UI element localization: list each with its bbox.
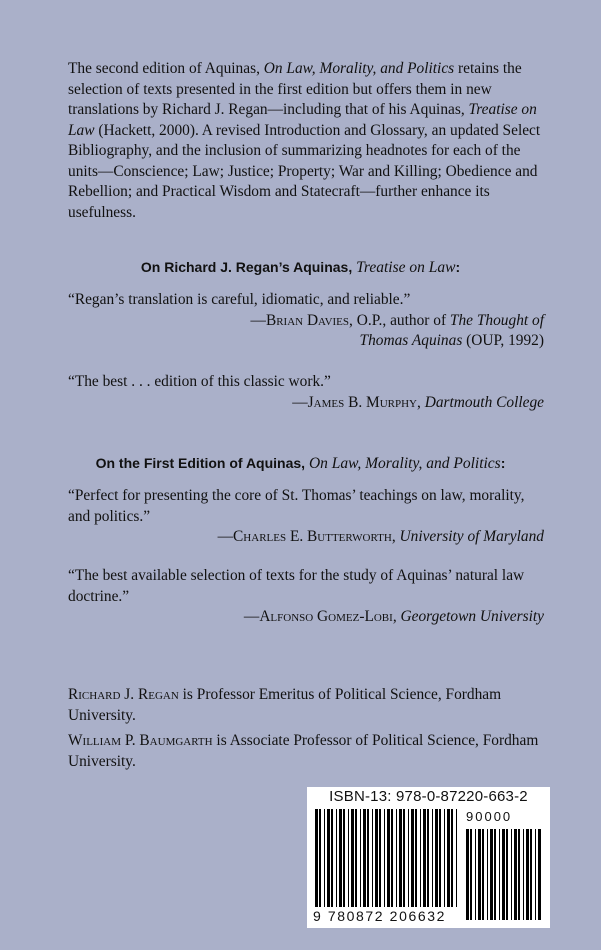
barcode-bar xyxy=(420,809,421,907)
barcode-bar xyxy=(435,809,438,907)
barcode-bar xyxy=(343,809,345,907)
barcode-bar xyxy=(456,809,457,907)
blurb-text: retains the selection of texts presented in the first edition but offers them in new translations by Richard J. Regan—including that of his Aquinas, xyxy=(68,60,522,118)
barcode-bar xyxy=(538,829,541,920)
barcode-bar xyxy=(339,809,342,907)
heading-book-title: Treatise on Law xyxy=(356,259,456,276)
barcode-bar xyxy=(399,809,402,907)
barcode-bar xyxy=(355,809,357,907)
review-quote-davies xyxy=(68,290,544,352)
dash: — xyxy=(250,311,266,329)
ean-digits: 9 780872 206632 xyxy=(313,908,446,924)
description-blurb xyxy=(68,59,548,223)
dash: — xyxy=(243,608,260,625)
quote-text: “The best . . . edition of this classic work.” xyxy=(68,373,331,390)
barcode-bar xyxy=(447,809,450,907)
heading-text: On the First Edition of Aquinas, xyxy=(95,455,309,471)
isbn-barcode xyxy=(307,787,550,928)
barcode-bar xyxy=(499,829,500,920)
barcode-bar xyxy=(511,829,512,920)
heading-colon: : xyxy=(500,455,506,471)
barcode-bar xyxy=(396,809,397,907)
review-quote-butterworth xyxy=(68,486,544,548)
quote-text: “Regan’s translation is careful, idiomatic, and reliable.” xyxy=(68,291,411,308)
barcode-bar xyxy=(439,809,441,907)
barcode-bar xyxy=(363,809,366,907)
barcode-bar xyxy=(348,809,349,907)
barcode-bar xyxy=(387,809,390,907)
barcode-bar xyxy=(336,809,337,907)
barcode-bar xyxy=(415,809,417,907)
blurb-book-title: On Law, Morality, and Politics xyxy=(263,60,455,77)
barcode-bar xyxy=(432,809,433,907)
attribution-text: , O.P., author of xyxy=(349,311,450,329)
barcode-bar xyxy=(535,829,536,920)
barcode-bar xyxy=(403,809,405,907)
barcode-bar xyxy=(379,809,381,907)
reviewer-name: Alfonso Gomez-Lobi xyxy=(259,608,393,625)
heading-book-title: On Law, Morality, and Politics xyxy=(308,455,501,472)
barcode-bar xyxy=(451,809,453,907)
author-name: Richard J. Regan xyxy=(68,686,179,703)
price-code: 90000 xyxy=(466,809,513,824)
section-heading-first-edition xyxy=(0,455,601,473)
review-quote-gomez-lobi xyxy=(68,566,544,628)
blurb-paragraph xyxy=(68,59,548,223)
blurb-text: The second edition of Aquinas, xyxy=(68,60,264,77)
reviewer-affiliation: University of Maryland xyxy=(399,528,544,545)
attribution-text: , xyxy=(391,528,400,545)
barcode-bar xyxy=(475,829,476,920)
barcode-bar xyxy=(514,829,517,920)
barcode-bar xyxy=(384,809,385,907)
barcode-bar xyxy=(466,829,469,920)
author-bio-baumgarth xyxy=(68,731,548,772)
blurb-text: (Hackett, 2000). A revised Introduction and Glossary, an updated Select Bibliography, and the inclusion of summarizing headnotes for each of the units—Conscience; Law; Justice; Property; War and Killing; Obedience and Rebellion; and Practical Wisdom and Statecraft—further enhance its usefulness. xyxy=(68,121,541,221)
barcode-bar xyxy=(324,809,325,907)
author-name: William P. Baumgarth xyxy=(68,732,213,749)
reviewer-affiliation: Dartmouth College xyxy=(424,393,544,411)
barcode-bar xyxy=(478,829,481,920)
review-quote-murphy xyxy=(68,372,544,413)
attribution-text: (OUP, 1992) xyxy=(462,332,544,349)
bio-text: is Associate Professor of Political Science, Fordham University. xyxy=(68,732,539,770)
quote-attribution xyxy=(68,393,544,414)
barcode-bar xyxy=(518,829,520,920)
barcode-bar xyxy=(391,809,393,907)
barcode-bar xyxy=(423,809,426,907)
barcode-bar xyxy=(490,829,493,920)
reviewer-affiliation: Georgetown University xyxy=(400,608,544,625)
barcode-bar xyxy=(375,809,378,907)
barcode-bar xyxy=(331,809,333,907)
author-bio-regan xyxy=(68,685,548,726)
heading-text: On Richard J. Regan’s Aquinas, xyxy=(140,259,357,275)
barcode-bar xyxy=(360,809,361,907)
quote-attribution xyxy=(68,311,544,352)
bio-paragraph xyxy=(68,685,548,726)
barcode-bar xyxy=(487,829,488,920)
barcode-bar xyxy=(506,829,508,920)
quote-text: “The best available selection of texts for the study of Aquinas’ natural law doctrine.” xyxy=(68,567,525,605)
reviewer-work: The Thought of Thomas Aquinas xyxy=(359,311,544,349)
barcode-bar xyxy=(408,809,409,907)
barcode-bar xyxy=(315,809,318,907)
attribution-text: , xyxy=(417,393,425,411)
barcode-bar xyxy=(319,809,321,907)
barcode-bar xyxy=(523,829,524,920)
reviewer-name: Brian Davies xyxy=(265,311,350,329)
quote-text: “Perfect for presenting the core of St. Thomas’ teachings on law, morality, and politics.” xyxy=(68,487,525,525)
barcode-bar xyxy=(372,809,373,907)
bio-text: is Professor Emeritus of Political Science, Fordham University. xyxy=(68,686,502,724)
quote-attribution xyxy=(68,527,544,548)
isbn-label: ISBN-13: 978-0-87220-663-2 xyxy=(329,788,528,805)
barcode-bar xyxy=(526,829,529,920)
reviewer-name: Charles E. Butterworth xyxy=(233,528,392,545)
barcode-bar xyxy=(470,829,472,920)
barcode-bar xyxy=(444,809,445,907)
barcode-bar xyxy=(502,829,505,920)
barcode-bar xyxy=(530,829,532,920)
barcode-bar xyxy=(411,809,414,907)
barcode-bar xyxy=(482,829,484,920)
barcode-bar xyxy=(351,809,354,907)
reviewer-name: James B. Murphy xyxy=(307,393,418,411)
bio-paragraph xyxy=(68,731,548,772)
attribution-text: , xyxy=(392,608,401,625)
section-heading-treatise xyxy=(0,259,601,277)
barcode-bar xyxy=(427,809,429,907)
quote-attribution xyxy=(68,607,544,628)
heading-colon: : xyxy=(455,259,461,275)
dash: — xyxy=(217,528,234,545)
blurb-book-title: Treatise on Law xyxy=(68,101,537,139)
barcode-bar xyxy=(494,829,496,920)
barcode-bar xyxy=(367,809,369,907)
dash: — xyxy=(292,393,308,411)
barcode-bars xyxy=(307,787,550,928)
barcode-bar xyxy=(327,809,330,907)
